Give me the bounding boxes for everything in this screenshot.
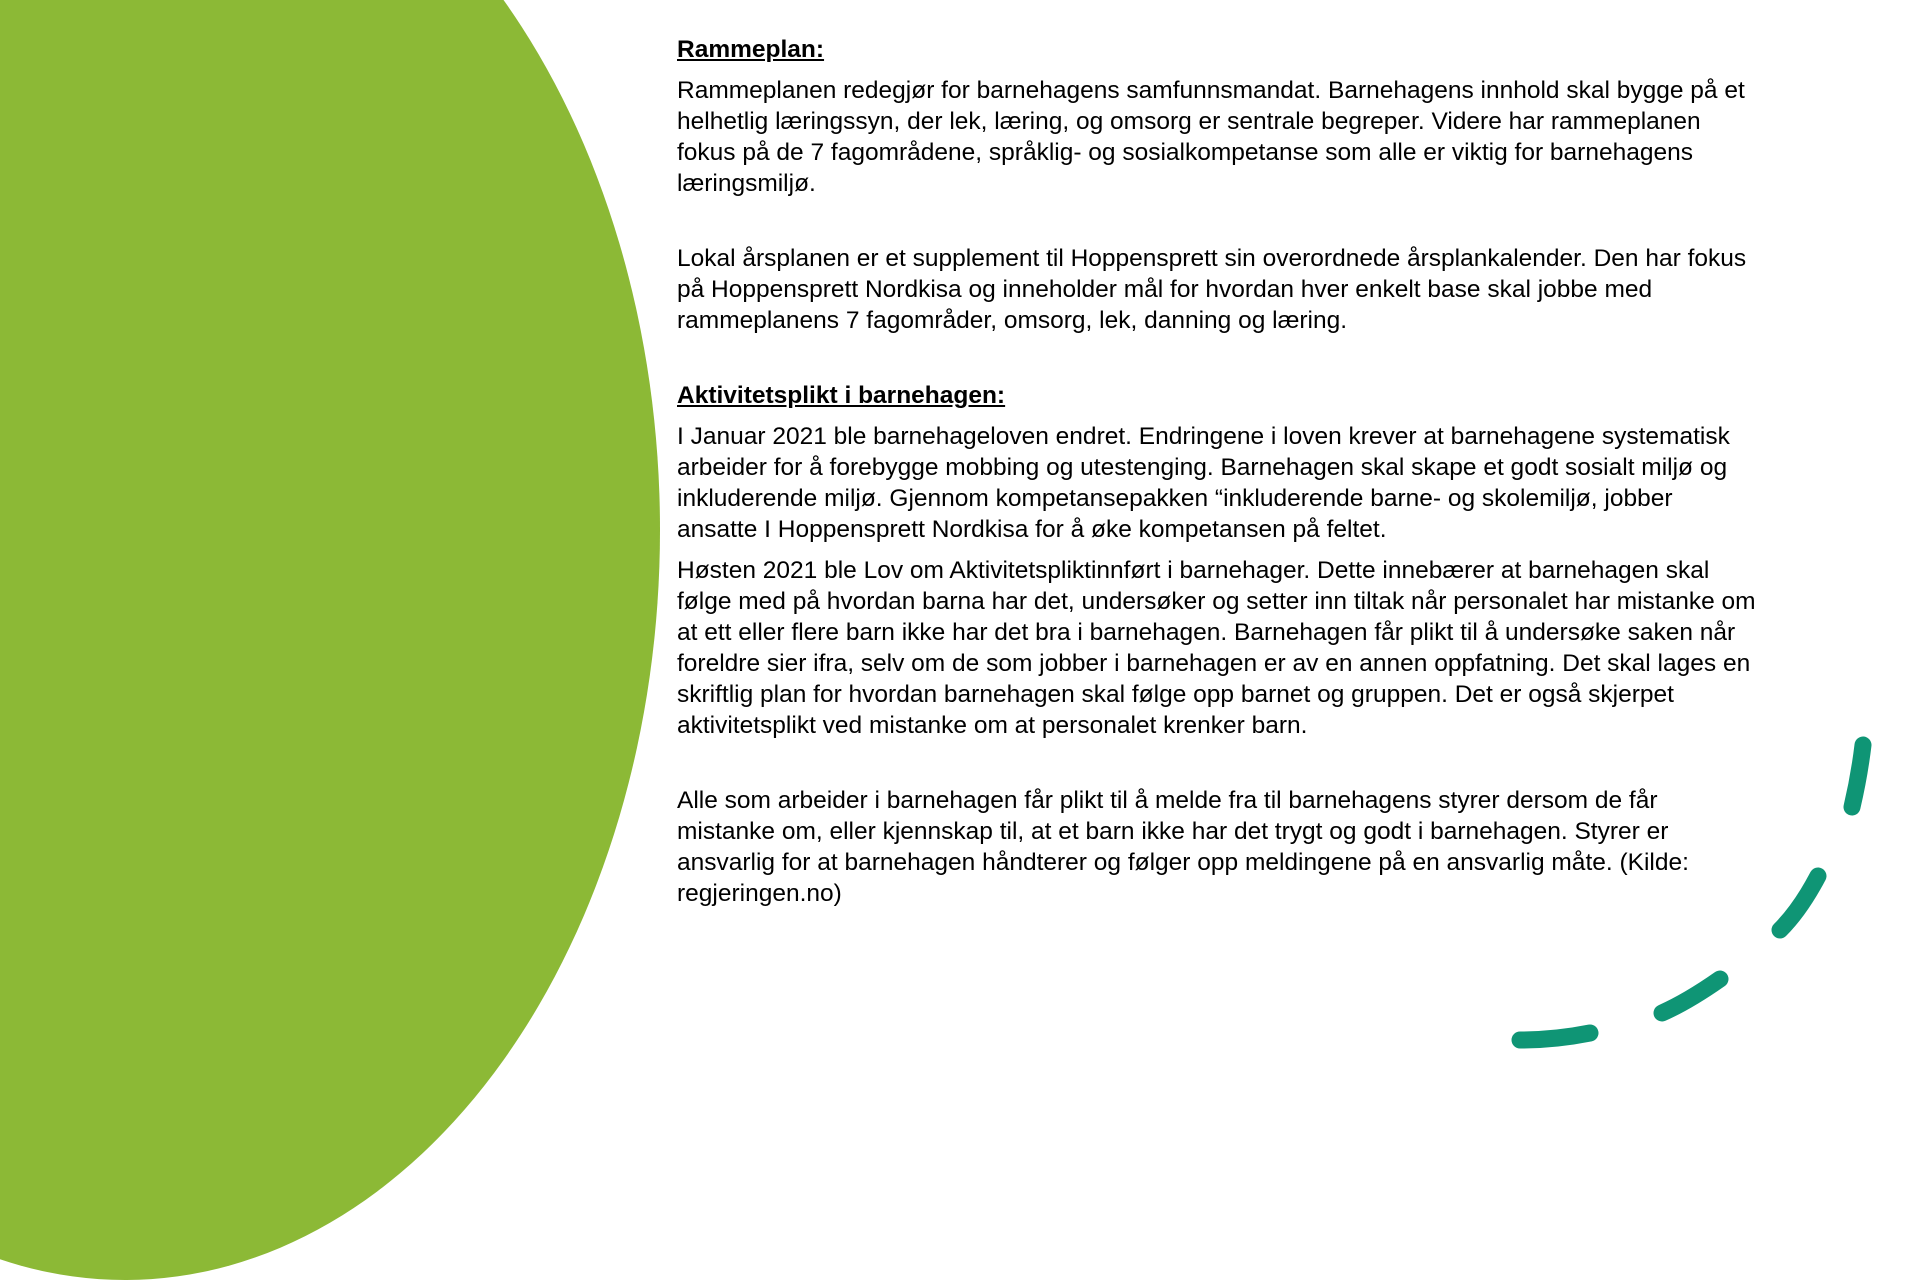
heading-aktivitetsplikt: Aktivitetsplikt i barnehagen:: [677, 382, 1006, 409]
paragraph-aktivitetsplikt-lov: Høsten 2021 ble Lov om Aktivitetspliktinnført i barnehager. Dette innebærer at barnehagen skal følge med på hvordan barna har det, undersøker og setter inn tiltak når personalet har mistanke om at ett eller flere barn ikke har det bra i barnehagen. Barnehagen får plikt til å undersøke saken når foreldre sier ifra, selv om de som jobber i barnehagen er av en annen oppfatning. Det skal lages en skriftlig plan for hvordan barnehagen skal følge opp barnet og gruppen. Det er også skjerpet aktivitetsplikt ved mistanke om at personalet krenker barn.: [677, 557, 1756, 739]
arc-dash-3: [1662, 979, 1720, 1013]
paragraph-barnehageloven: I Januar 2021 ble barnehageloven endret. Endringene i loven krever at barnehagene systematisk arbeider for å forebygge mobbing og utestenging. Barnehagen skal skape et godt sosialt miljø og inkluderende miljø. Gjennom kompetansepakken “inkluderende barne- og skolemiljø, jobber ansatte I Hoppensprett Nordkisa for å øke kompetansen på feltet.: [677, 423, 1730, 543]
paragraph-rammeplan: Rammeplanen redegjør for barnehagens samfunnsmandat. Barnehagens innhold skal bygge på et helhetlig læringssyn, der lek, læring, og omsorg er sentrale begreper. Videre har rammeplanen fokus på de 7 fagområdene, språklig- og sosialkompetanse som alle er viktig for barnehagens læringsmiljø.: [677, 77, 1745, 197]
arc-dash-4: [1520, 1033, 1590, 1040]
heading-rammeplan: Rammeplan:: [677, 36, 825, 63]
arc-dash-2: [1780, 876, 1818, 930]
content-text-block: [677, 34, 1757, 909]
decorative-green-circle: [0, 0, 660, 1280]
paragraph-meldeplikt: Alle som arbeider i barnehagen får plikt til å melde fra til barnehagens styrer dersom de får mistanke om, eller kjennskap til, at et barn ikke har det trygt og godt i barnehagen. Styrer er ansvarlig for at barnehagen håndterer og følger opp meldingene på en ansvarlig måte. (Kilde: regjeringen.no): [677, 787, 1689, 907]
paragraph-lokal-arsplan: Lokal årsplanen er et supplement til Hoppensprett sin overordnede årsplankalender. Den har fokus på Hoppensprett Nordkisa og inneholder mål for hvordan hver enkelt base skal jobbe med rammeplanens 7 fagområder, omsorg, lek, danning og læring.: [677, 245, 1747, 334]
arc-dash-1: [1852, 745, 1863, 807]
